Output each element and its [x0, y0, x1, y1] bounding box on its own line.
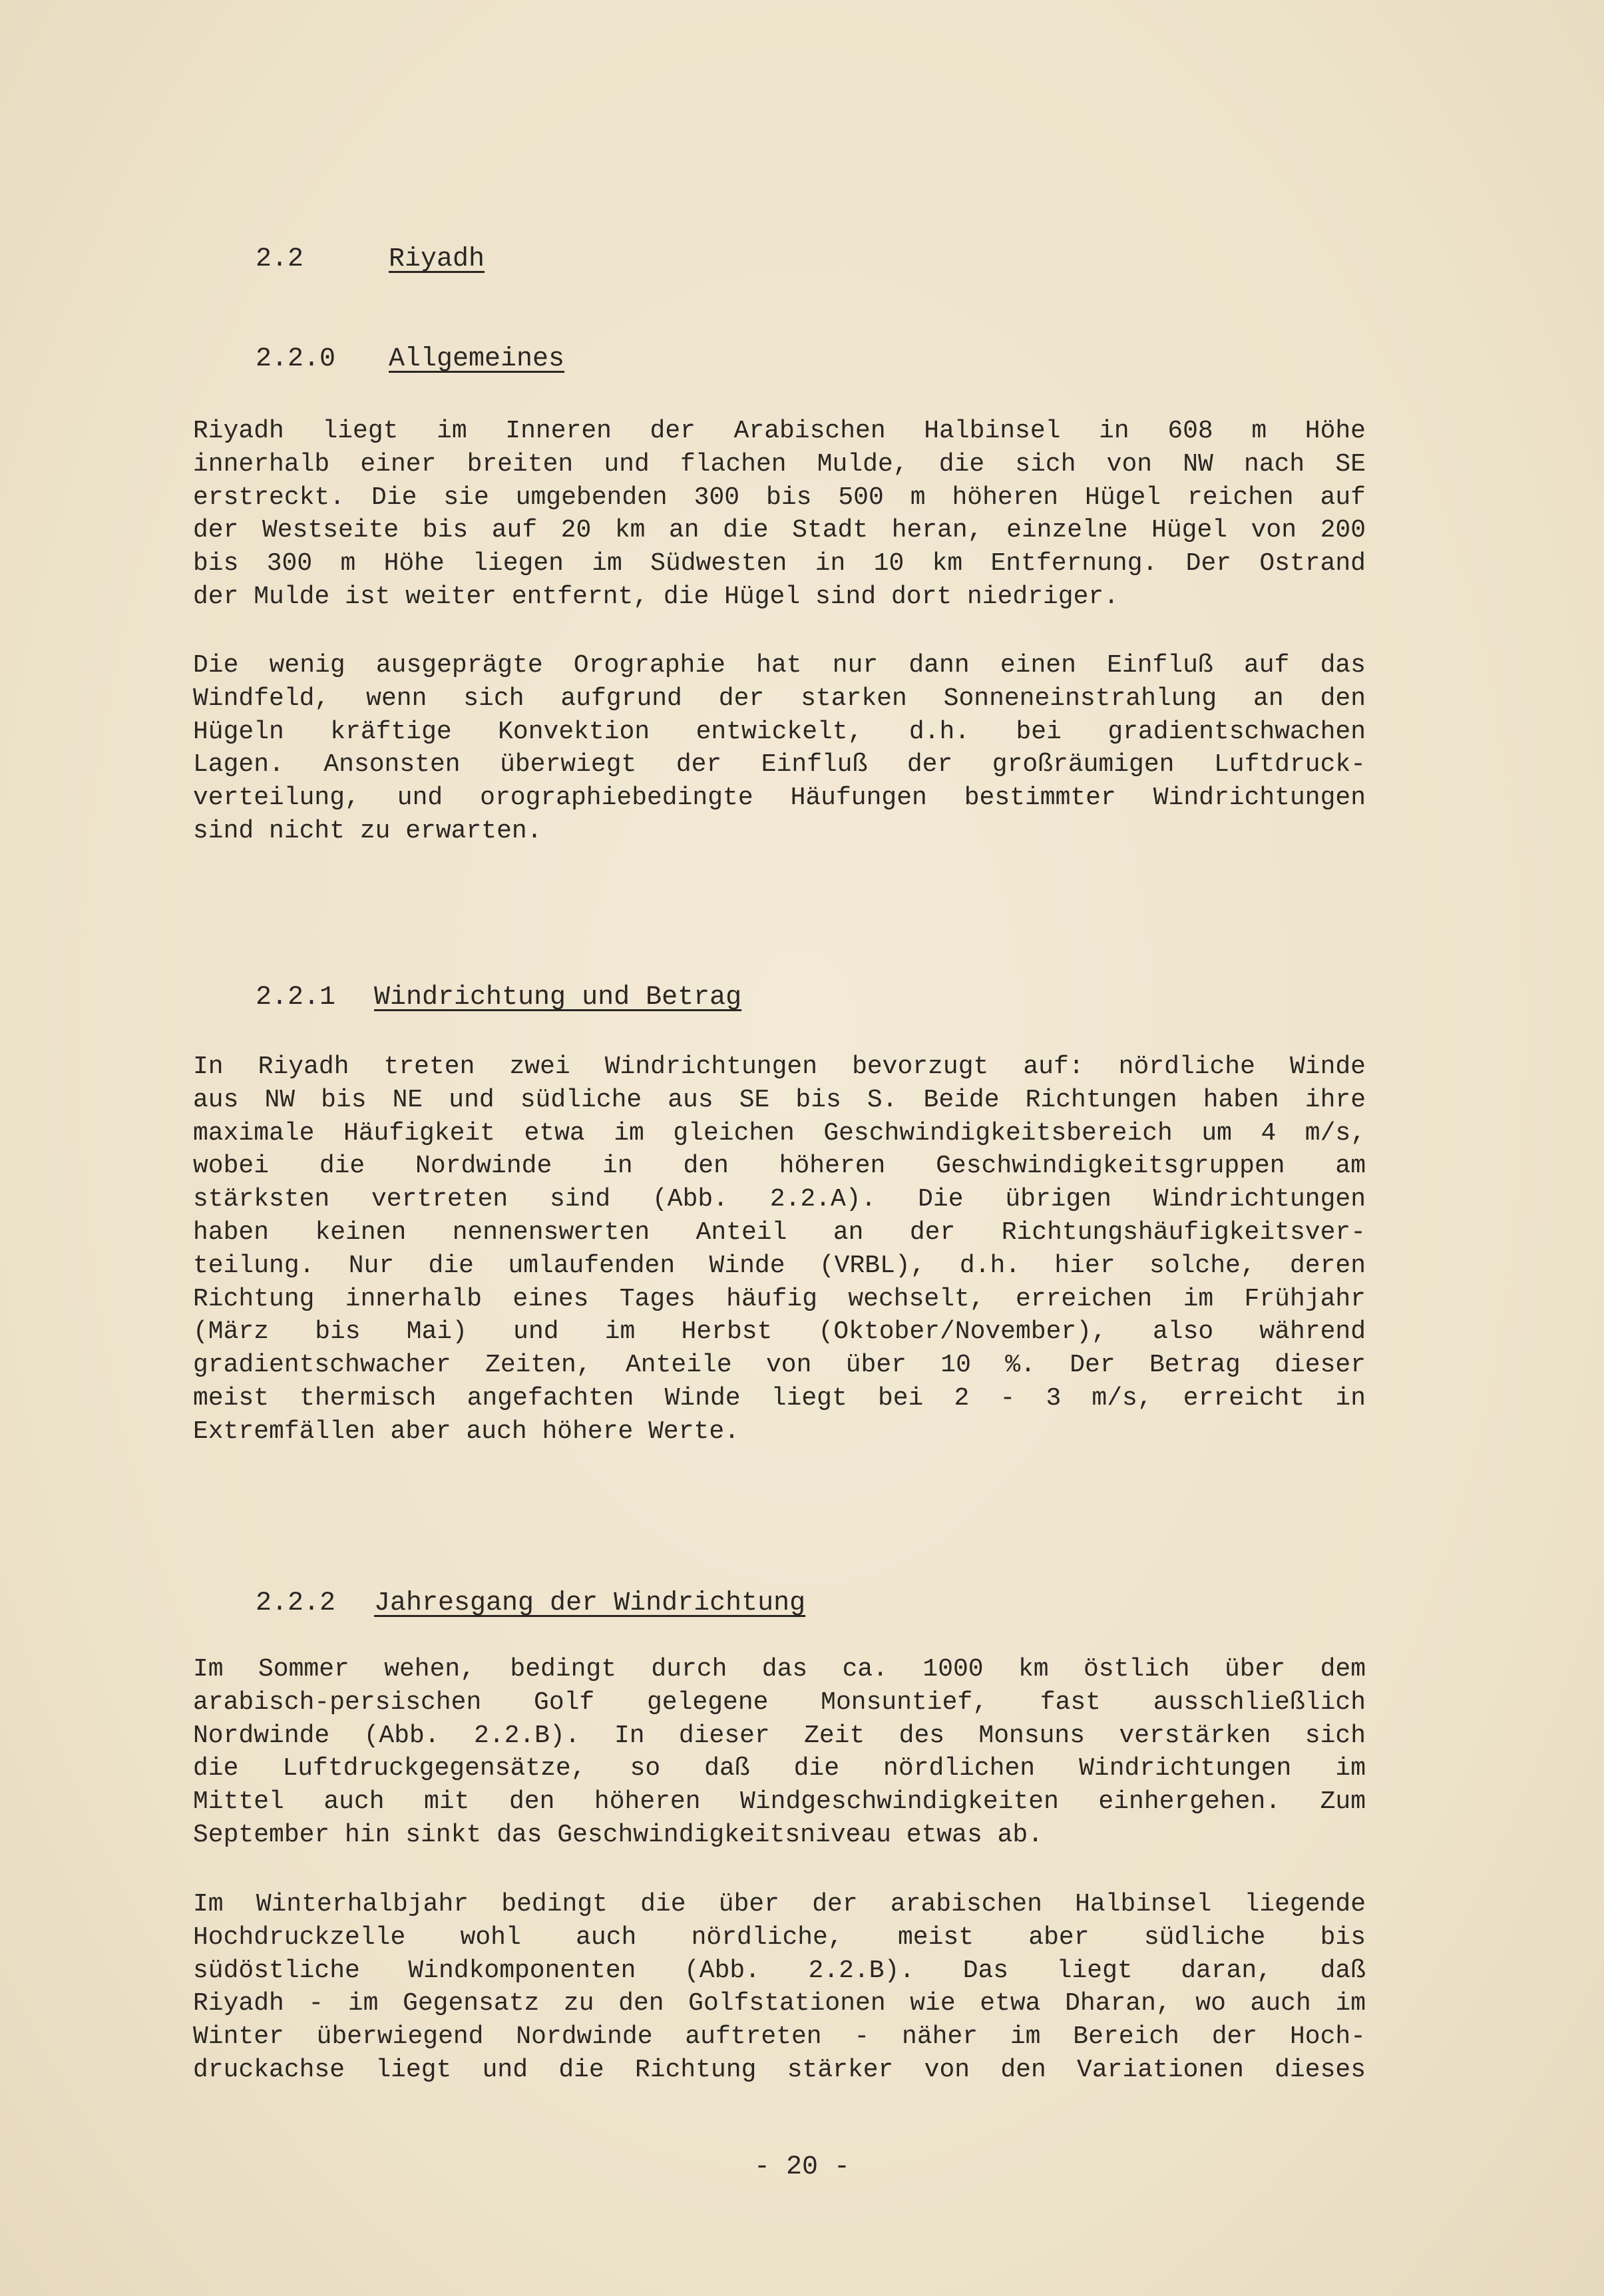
text-line: der Westseite bis auf 20 km an die Stadt heran, einzelne Hügel von 200 — [193, 516, 1366, 545]
text-line: September hin sinkt das Geschwindigkeitsniveau etwas ab. — [193, 1820, 1044, 1849]
text-line: Hochdruckzelle wohl auch nördliche, meist aber südliche bis — [193, 1923, 1366, 1952]
text-line: maximale Häufigkeit etwa im gleichen Geschwindigkeitsbereich um 4 m/s, — [193, 1118, 1366, 1148]
text-line: haben keinen nennenswerten Anteil an der Richtungshäufigkeitsver- — [193, 1218, 1366, 1247]
text-line: aus NW bis NE und südliche aus SE bis S. Beide Richtungen haben ihre — [193, 1085, 1366, 1114]
section-number: 2.2.0 — [256, 344, 336, 374]
section-title: Allgemeines — [389, 344, 565, 374]
text-line: Im Winterhalbjahr bedingt die über der arabischen Halbinsel liegende — [193, 1890, 1366, 1919]
section-heading-2-2-0 — [192, 312, 564, 407]
text-line: In Riyadh treten zwei Windrichtungen bevorzugt auf: nördliche Winde — [193, 1052, 1366, 1081]
text-line: wobei die Nordwinde in den höheren Geschwindigkeitsgruppen am — [193, 1152, 1366, 1181]
text-line: Nordwinde (Abb. 2.2.B). In dieser Zeit des Monsuns verstärken sich — [193, 1721, 1366, 1750]
text-line: Im Sommer wehen, bedingt durch das ca. 1000 km östlich über dem — [193, 1655, 1366, 1684]
text-line: Richtung innerhalb eines Tages häufig wechselt, erreichen im Frühjahr — [193, 1284, 1366, 1313]
text-line: Hügeln kräftige Konvektion entwickelt, d.h. bei gradientschwachen — [193, 717, 1366, 746]
text-line: Riyadh liegt im Inneren der Arabischen Halbinsel in 608 m Höhe — [193, 417, 1366, 445]
section-number: 2.2.2 — [256, 1588, 336, 1618]
section-title: Jahresgang der Windrichtung — [374, 1588, 806, 1618]
text-line: der Mulde ist weiter entfernt, die Hügel sind dort niedriger. — [193, 582, 1119, 611]
text-line: (März bis Mai) und im Herbst (Oktober/November), also während — [193, 1317, 1366, 1347]
paragraph-orography — [193, 649, 1366, 848]
text-line: die Luftdruckgegensätze, so daß die nördlichen Windrichtungen im — [193, 1754, 1366, 1783]
section-number: 2.2.1 — [256, 983, 336, 1013]
section-title: Riyadh — [389, 244, 485, 274]
text-line: stärksten vertreten sind (Abb. 2.2.A). Die übrigen Windrichtungen — [193, 1185, 1366, 1214]
paragraph-wind-direction — [193, 1050, 1366, 1449]
section-heading-2-2 — [192, 212, 485, 308]
text-line: südöstliche Windkomponenten (Abb. 2.2.B). Das liegt daran, daß — [193, 1956, 1366, 1985]
text-line: gradientschwacher Zeiten, Anteile von über 10 %. Der Betrag dieser — [193, 1351, 1366, 1380]
text-line: verteilung, und orographiebedingte Häufungen bestimmter Windrichtungen — [193, 784, 1366, 813]
text-line: Die wenig ausgeprägte Orographie hat nur dann einen Einfluß auf das — [193, 651, 1366, 680]
text-line: Winter überwiegend Nordwinde auftreten - näher im Bereich der Hoch- — [193, 2022, 1366, 2052]
text-line: arabisch-persischen Golf gelegene Monsuntief, fast ausschließlich — [193, 1688, 1366, 1717]
section-number: 2.2 — [256, 244, 304, 274]
text-line: bis 300 m Höhe liegen im Südwesten in 10 km Entfernung. Der Ostrand — [193, 549, 1366, 578]
page-number: - 20 - — [753, 2152, 851, 2182]
paragraph-location — [193, 415, 1366, 614]
text-line: innerhalb einer breiten und flachen Mulde, die sich von NW nach SE — [193, 449, 1366, 479]
section-heading-2-2-2 — [192, 1556, 805, 1652]
paragraph-winter — [193, 1888, 1366, 2087]
section-heading-2-2-1 — [192, 950, 741, 1046]
paragraph-summer — [193, 1653, 1366, 1852]
section-title: Windrichtung und Betrag — [374, 983, 742, 1013]
text-line: Lagen. Ansonsten überwiegt der Einfluß der großräumigen Luftdruck- — [193, 750, 1366, 780]
text-line: erstreckt. Die sie umgebenden 300 bis 500 m höheren Hügel reichen auf — [193, 483, 1366, 512]
text-line: Extremfällen aber auch höhere Werte. — [193, 1417, 739, 1446]
text-line: meist thermisch angefachten Winde liegt bei 2 - 3 m/s, erreicht in — [193, 1383, 1366, 1413]
text-line: sind nicht zu erwarten. — [193, 816, 542, 845]
text-line: Mittel auch mit den höheren Windgeschwindigkeiten einhergehen. Zum — [193, 1787, 1366, 1817]
text-line: teilung. Nur die umlaufenden Winde (VRBL), d.h. hier solche, deren — [193, 1251, 1366, 1280]
text-line: Riyadh - im Gegensatz zu den Golfstationen wie etwa Dharan, wo auch im — [193, 1989, 1366, 2018]
text-line: druckachse liegt und die Richtung stärker von den Variationen dieses — [193, 2055, 1366, 2084]
text-line: Windfeld, wenn sich aufgrund der starken Sonneneinstrahlung an den — [193, 684, 1366, 713]
